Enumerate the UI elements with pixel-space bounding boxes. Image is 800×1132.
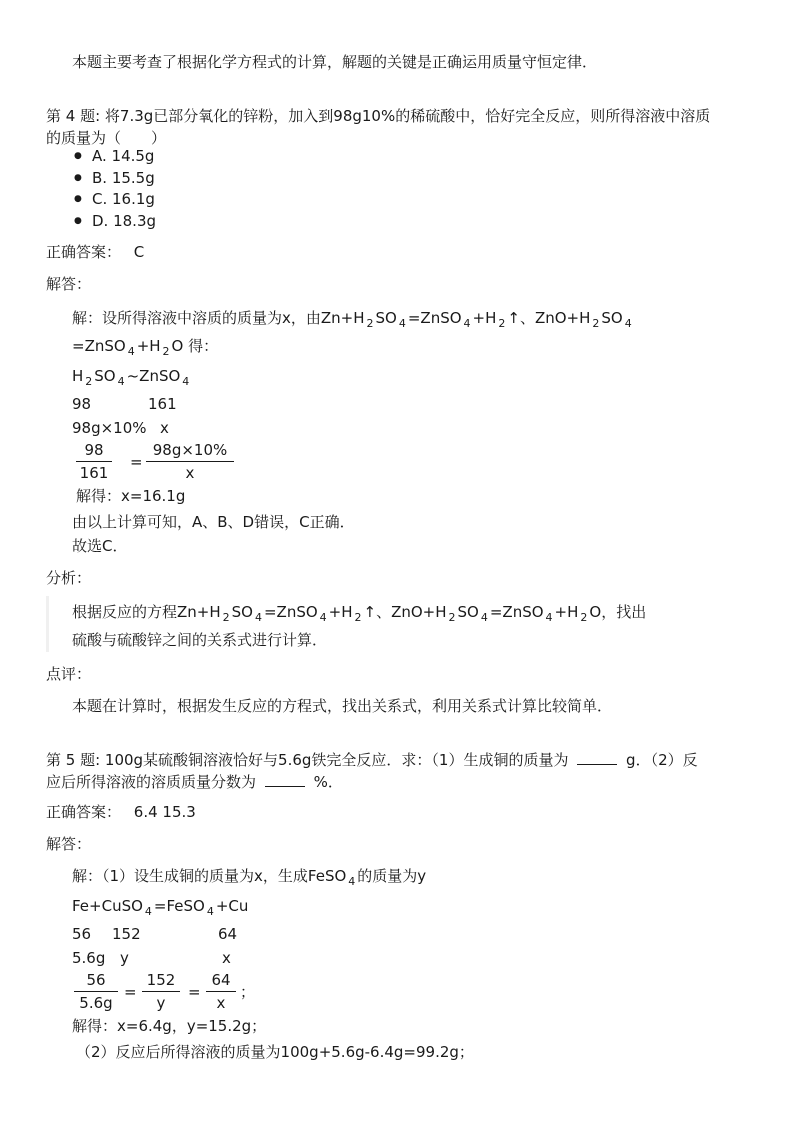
analysis-quote-bar [46, 596, 49, 652]
text: SO [375, 309, 397, 327]
subscript: 2 [580, 611, 588, 624]
subscript: 4 [624, 317, 632, 330]
text: +H [554, 603, 579, 621]
denominator: x [216, 994, 226, 1012]
q5-part2: （2）反应后所得溶液的质量为100g+5.6g-6.4g=99.2g； [76, 1043, 474, 1061]
q4-conclusion: 由以上计算可知，A、B、D错误，C正确． [72, 513, 355, 531]
text: =ZnSO [489, 603, 544, 621]
q5-answer-value: 6.4 15.3 [133, 803, 196, 821]
text: +H [328, 603, 353, 621]
q5-solution-label: 解答： [46, 835, 92, 853]
q5-result: 解得：x=6.4g，y=15.2g； [72, 1017, 267, 1035]
q4-options [72, 146, 156, 232]
subscript: 4 [117, 375, 125, 388]
q5-fraction-2 [142, 970, 180, 1013]
subscript: 4 [182, 375, 190, 388]
q5-stem-line1 [46, 750, 698, 770]
fraction-bar [76, 461, 112, 462]
q4-analysis-label: 分析： [46, 569, 92, 587]
q5-equals-2: = [188, 983, 201, 1001]
q5-mass-y: y [120, 949, 129, 967]
denominator: 161 [79, 464, 109, 482]
text: 第 5 题: 100g某硫酸铜溶液恰好与5.6g铁完全反应．求：（1）生成铜的质量为 [46, 751, 569, 769]
subscript: 4 [480, 611, 488, 624]
q4-option-a[interactable]: ● A. 14.5g [72, 146, 156, 168]
intro-line: 本题主要考查了根据化学方程式的计算，解题的关键是正确运用质量守恒定律． [72, 53, 598, 71]
subscript: 4 [254, 611, 262, 624]
q4-comment: 本题在计算时，根据发生反应的方程式，找出关系式，利用关系式计算比较简单． [72, 697, 613, 715]
fraction-bar [142, 991, 180, 992]
numerator: 98 [84, 441, 104, 459]
subscript: 2 [222, 611, 230, 624]
subscript: 2 [366, 317, 374, 330]
subscript: 4 [545, 611, 553, 624]
denominator: y [156, 994, 166, 1012]
text: =ZnSO [72, 337, 126, 355]
q5-mass-56: 56 [72, 925, 92, 943]
numerator: 152 [146, 971, 176, 989]
q4-answer [46, 242, 144, 262]
q4-option-c[interactable]: ● C. 16.1g [72, 189, 156, 211]
text: +H [136, 337, 161, 355]
text: 解：设所得溶液中溶质的质量为x，由Zn+H [72, 309, 365, 327]
denominator: 5.6g [79, 994, 113, 1012]
q5-answer-label: 正确答案： [46, 803, 122, 821]
denominator: x [185, 464, 195, 482]
subscript: 4 [463, 317, 471, 330]
text: O，找出 [589, 603, 647, 621]
q4-choose: 故选C． [72, 537, 128, 555]
q4-comment-label: 点评： [46, 665, 92, 683]
subscript: 2 [85, 375, 93, 388]
q5-mass-5-6g: 5.6g [72, 949, 106, 967]
numerator: 56 [86, 971, 106, 989]
q4-solution-line3 [72, 366, 191, 392]
subscript: 4 [319, 611, 327, 624]
q5-fraction-1 [74, 970, 118, 1013]
fraction-bar [146, 461, 234, 462]
q4-fraction-2 [146, 440, 234, 483]
text: =ZnSO [407, 309, 462, 327]
text: SO [94, 367, 116, 385]
q5-stem-line2 [46, 772, 343, 792]
subscript: 4 [206, 905, 214, 918]
text: H [72, 367, 84, 385]
text: g．（2）反 [626, 751, 698, 769]
q4-solution-line2 [72, 336, 218, 362]
q4-result: 解得：x=16.1g [76, 487, 186, 505]
text: =FeSO [153, 897, 205, 915]
q4-solution-line1 [72, 308, 634, 334]
q5-solution-line2 [72, 896, 248, 922]
q4-stem-line1: 第 4 题: 将7.3g已部分氧化的锌粉，加入到98g10%的稀硫酸中，恰好完全反应，则所得溶液中溶质 [46, 107, 711, 125]
q4-solution-label: 解答： [46, 275, 92, 293]
text: ↑、ZnO+H [507, 309, 591, 327]
subscript: 2 [354, 611, 362, 624]
q5-mass-152: 152 [112, 925, 141, 943]
q5-equals-1: = [124, 983, 137, 1001]
text: O 得： [171, 337, 219, 355]
q4-option-d[interactable]: ● D. 18.3g [72, 211, 156, 233]
subscript: 2 [448, 611, 456, 624]
q4-analysis-line2: 硫酸与硫酸锌之间的关系式进行计算． [72, 631, 328, 649]
q4-mass-161: 161 [148, 395, 177, 413]
text: 的质量为y [357, 867, 427, 885]
text: SO [601, 309, 623, 327]
text: %． [313, 773, 343, 791]
text: ~ZnSO [126, 367, 181, 385]
subscript: 2 [498, 317, 506, 330]
q5-fraction-3 [206, 970, 236, 1013]
fraction-bar [74, 991, 118, 992]
text: =ZnSO [263, 603, 318, 621]
q4-fraction-1 [76, 440, 112, 483]
q5-solution-line1 [72, 866, 426, 892]
q5-mass-64: 64 [218, 925, 238, 943]
answer-blank-2[interactable] [265, 772, 305, 787]
q4-option-b[interactable]: ● B. 15.5g [72, 168, 156, 190]
text: SO [457, 603, 479, 621]
subscript: 4 [127, 345, 135, 358]
q5-semicolon: ； [240, 983, 256, 1001]
subscript: 2 [592, 317, 600, 330]
q4-mass-x: x [160, 419, 169, 437]
text: 应后所得溶液的溶质质量分数为 [46, 773, 257, 791]
subscript: 4 [144, 905, 152, 918]
q4-equals: = [130, 453, 143, 471]
q4-answer-label: 正确答案： [46, 243, 122, 261]
q4-answer-value: C [133, 243, 145, 261]
text: +Cu [215, 897, 249, 915]
text: +H [472, 309, 497, 327]
subscript: 2 [162, 345, 170, 358]
q4-mass-98: 98 [72, 395, 92, 413]
q4-analysis-line1 [72, 602, 646, 628]
text: ↑、ZnO+H [363, 603, 447, 621]
subscript: 4 [398, 317, 406, 330]
q4-stem-line2: 的质量为（ ） [46, 129, 167, 147]
q4-mass-98g: 98g×10% [72, 419, 147, 437]
answer-blank-1[interactable] [577, 750, 617, 765]
subscript: 4 [348, 875, 356, 888]
q5-mass-x: x [222, 949, 231, 967]
numerator: 64 [211, 971, 231, 989]
fraction-bar [206, 991, 236, 992]
text: 解：（1）设生成铜的质量为x，生成FeSO [72, 867, 347, 885]
text: 根据反应的方程Zn+H [72, 603, 221, 621]
text: SO [231, 603, 253, 621]
q5-answer [46, 802, 196, 822]
numerator: 98g×10% [152, 441, 228, 459]
text: Fe+CuSO [72, 897, 143, 915]
